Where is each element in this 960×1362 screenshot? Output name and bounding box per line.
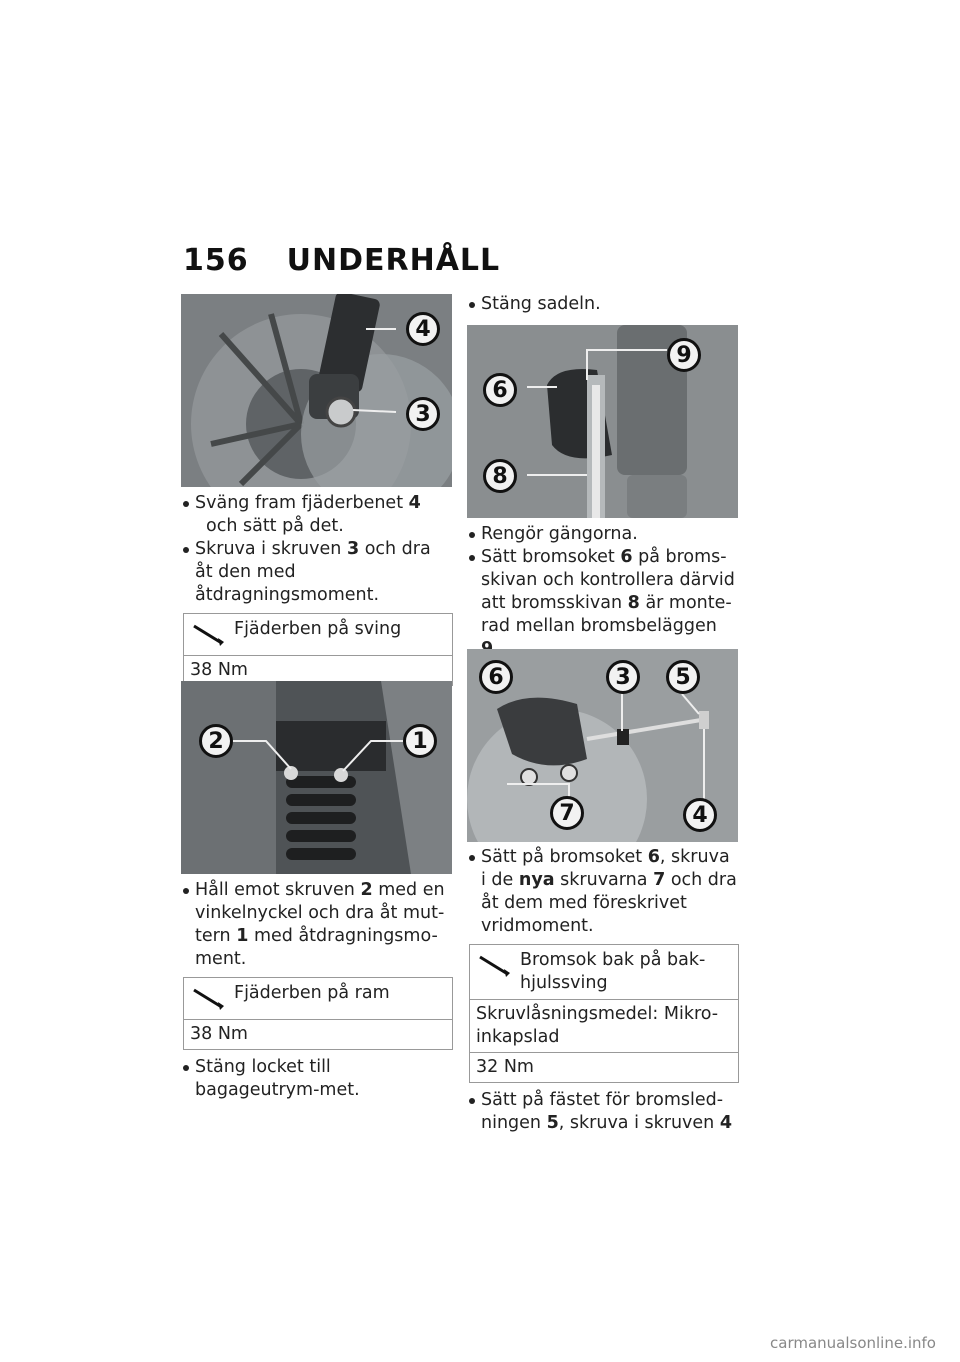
- callout-1: 1: [403, 724, 437, 758]
- callout-3: 3: [406, 397, 440, 431]
- figure-brake-caliper-screws: [467, 649, 738, 842]
- callout-8: 8: [483, 459, 517, 493]
- spec-header: Fjäderben på sving: [184, 614, 452, 656]
- callout-3: 3: [606, 660, 640, 694]
- step-hold-screw: Håll emot skruven 2 med en vinkelnyckel och dra åt mut-tern 1 med åtdragningsmo-ment.: [181, 879, 453, 971]
- callout-6: 6: [479, 660, 513, 694]
- step-clean-threads: Rengör gängorna.: [467, 523, 739, 546]
- callout-2: 2: [199, 724, 233, 758]
- right-column-b: [467, 523, 739, 661]
- figure-brake-caliper-fit: [467, 325, 738, 518]
- wrench-icon: [190, 986, 226, 1010]
- figure-rear-shock: [181, 681, 452, 874]
- callout-7: 7: [550, 796, 584, 830]
- spec-threadlock: Skruvlåsningsmedel: Mikro-inkapslad: [470, 1000, 738, 1053]
- spec-value: 38 Nm: [190, 660, 248, 680]
- step-swing-shock: Sväng fram fjäderbenet 4 och sätt på det.: [181, 492, 453, 538]
- spec-header: Fjäderben på ram: [184, 978, 452, 1020]
- callout-4: 4: [683, 798, 717, 832]
- spec-value: 32 Nm: [476, 1057, 534, 1077]
- page-header: [183, 243, 500, 278]
- step-close-lid: Stäng locket till bagageutrym-met.: [181, 1056, 453, 1102]
- spec-table-frame: [183, 977, 453, 1050]
- spec-table-caliper: [469, 944, 739, 1083]
- section-title: UNDERHÅLL: [286, 243, 501, 278]
- right-column-a: [467, 293, 739, 316]
- right-column-c: [467, 846, 739, 1135]
- wrench-icon: [476, 953, 512, 977]
- spec-value: 38 Nm: [190, 1024, 248, 1044]
- step-close-seat: Stäng sadeln.: [467, 293, 739, 316]
- left-column-a: [181, 492, 453, 692]
- left-column-b: [181, 879, 453, 1102]
- callout-4: 4: [406, 312, 440, 346]
- step-fit-caliper: Sätt bromsoket 6 på broms-skivan och kontrollera därvid att bromsskivan 8 är monte-rad mellan bromsbeläggen: [467, 546, 739, 661]
- spec-table-swing: [183, 613, 453, 686]
- callout-9: 9: [667, 338, 701, 372]
- callout-6: 6: [483, 373, 517, 407]
- callout-5: 5: [666, 660, 700, 694]
- wrench-icon: [190, 622, 226, 646]
- step-tighten-caliper: Sätt på bromsoket 6, skruva i de nya skruvarna 7 och dra åt dem med föreskrivet vridmoment.: [467, 846, 739, 938]
- step-fit-brake-line-bracket: Sätt på fästet för bromsled-ningen 5, skruva i skruven 4: [467, 1089, 739, 1135]
- photo-rear-shock: [181, 681, 452, 874]
- page-number: 156: [183, 243, 249, 278]
- step-screw-in: Skruva i skruven 3 och dra åt den med åtdragningsmoment.: [181, 538, 453, 607]
- watermark: carmanualsonline.info: [770, 1334, 936, 1352]
- spec-header: Bromsok bak på bak-hjulssving: [470, 945, 738, 1000]
- figure-front-shock: [181, 294, 452, 487]
